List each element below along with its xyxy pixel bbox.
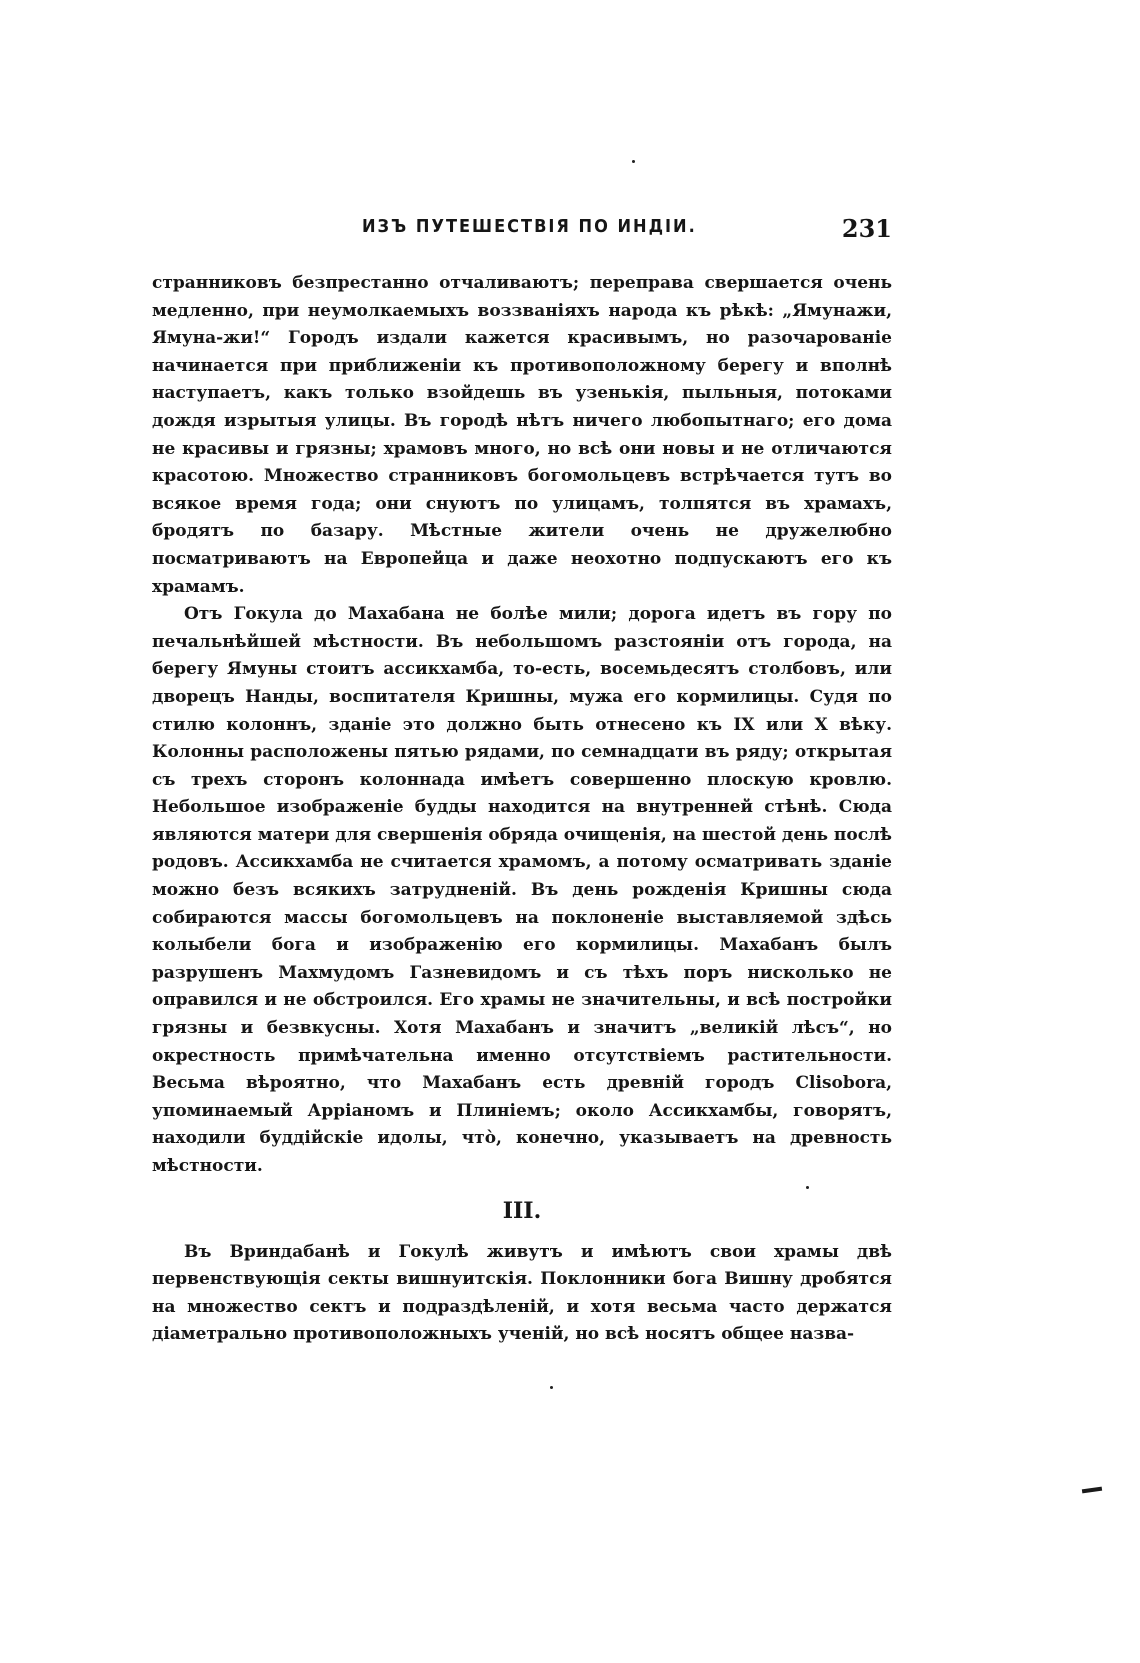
section-heading: III. [502,1197,542,1224]
page-header [152,214,892,246]
paragraph: Въ Вриндабанѣ и Гокулѣ живутъ и имѣютъ свои храмы двѣ первенствующія секты вишнуитскія. Поклонники бога Вишну дробятся на множество сектъ и подраздѣленій, и хотя весьма часто держатся діаметрально противоположныхъ ученій, но всѣ носятъ общее назва- [152,1241,892,1345]
ink-speck [632,160,635,163]
ink-speck [550,1386,553,1389]
paragraph: странниковъ безпрестанно отчаливаютъ; переправа свершается очень медленно, при неумолкаемыхъ воззваніяхъ народа къ рѣкѣ: „Ямунажи, Ямуна-жи!“ Городъ издали кажется красивымъ, но разочарованіе начинается при приближеніи къ противоположному берегу и вполнѣ наступаетъ, какъ только взойдешь въ узенькія, пыльныя, потоками дождя изрытыя улицы. Въ городѣ нѣтъ ничего любопытнаго; его дома не красивы и грязны; храмовъ много, но всѣ они новы и не отличаются красотою. Множество странниковъ богомольцевъ встрѣчается тутъ во всякое время года; они снуютъ по улицамъ, толпятся въ храмахъ, бродятъ по базару. Мѣстные жители очень не дружелюбно посматриваютъ на Европейца и даже неохотно подпускаютъ его къ храмамъ. [152,273,892,597]
page-number: 231 [841,214,892,243]
running-title: ИЗЪ ПУТЕШЕСТВІЯ ПО ИНДІИ. [362,216,697,237]
paragraph: Отъ Гокула до Махабана не болѣе мили; дорога идетъ въ гору по печальнѣйшей мѣстности. Въ небольшомъ разстояніи отъ города, на берегу Ямуны стоитъ ассикхамба, то-есть, восемьдесятъ столбовъ, или дворецъ Нанды, воспитателя Кришны, мужа его кормилицы. Судя по стилю колоннъ, зданіе это должно быть отнесено къ IX или X вѣку. Колонны расположены пятью рядами, по семнадцати въ ряду; открытая съ трехъ сторонъ колоннада имѣетъ совершенно плоскую кровлю. Небольшое изображеніе будды находится на внутренней стѣнѣ. Сюда являются матери для свершенія обряда очищенія, на шестой день послѣ родовъ. Ассикхамба не считается храмомъ, а потому осматривать зданіе можно безъ всякихъ затрудненій. Въ день рожденія Кришны сюда собираются массы богомольцевъ на поклоненіе выставляемой здѣсь колыбели бога и изображенію его кормилицы. Махабанъ былъ разрушенъ Махмудомъ Газневидомъ и съ тѣхъ поръ нисколько не оправился и не обстроился. Его храмы не значительны, и всѣ постройки грязны и безвкусны. Хотя Махабанъ и значитъ „великій лѣсъ“, но окрестность примѣчательна именно отсутствіемъ растительности. Весьма вѣроятно, что Махабанъ есть древній городъ Clisobora, упоминаемый Арріаномъ и Плиніемъ; около Ассикхамбы, говорятъ, находили буддійскіе идолы, что̀, конечно, указываетъ на древность мѣстности. [152,604,892,1176]
scan-edge-mark [1082,1487,1102,1494]
body-text [152,270,892,1349]
